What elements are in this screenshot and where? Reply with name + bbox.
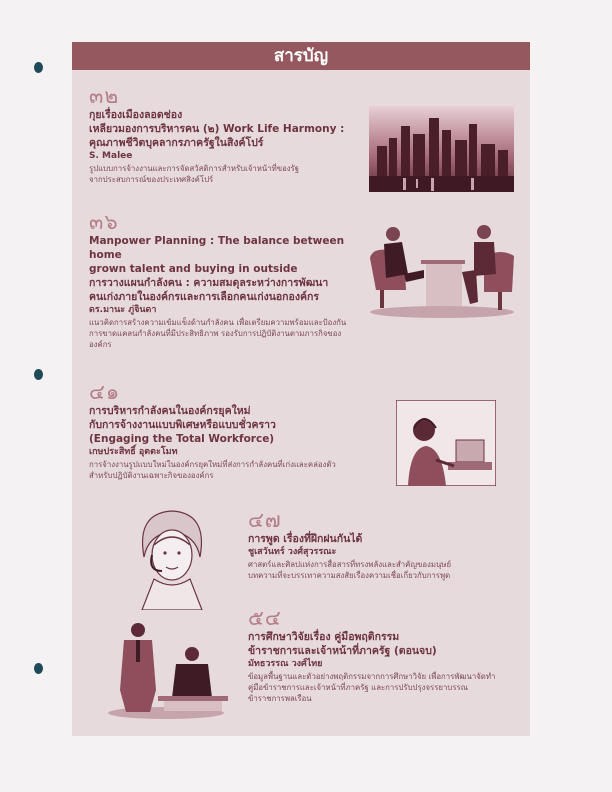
article-title-line: คุณภาพชีวิตบุคลากรภาครัฐในสิงค์โปร์ xyxy=(89,137,264,149)
article-author: S. Malee xyxy=(89,151,133,161)
article-title-line: การบริหารกำลังคนในองค์กรยุคใหม่ xyxy=(89,405,251,417)
city-skyline-image xyxy=(369,106,514,192)
contents-banner: สารบัญ xyxy=(72,42,530,70)
article-entry-47[interactable] xyxy=(248,508,523,581)
article-description-line: รูปแบบการจ้างงานและการจัดสวัสดิการสำหรับเจ้าหน้าที่ของรัฐ xyxy=(89,164,300,173)
business-meeting-image xyxy=(366,220,518,320)
article-title-line: กับการจ้างงานแบบพิเศษหรือแบบชั่วคราว xyxy=(89,419,276,431)
article-title-line: การวางแผนกำลังคน : ความสมดุลระหว่างการพัฒนา xyxy=(89,277,329,289)
article-description-line: องค์กร xyxy=(89,340,112,349)
article-title-line: เหลียวมองการบริหารคน (๒) Work Life Harmony : xyxy=(89,123,345,135)
article-entry-41[interactable] xyxy=(89,380,374,481)
binder-hole-bottom xyxy=(34,663,43,674)
article-title-line: กุยเรื่องเมืองลอดช่อง xyxy=(89,109,183,121)
article-number: ๓๒ xyxy=(89,84,120,108)
article-description-line: จากประสบการณ์ของประเทศสิงค์โปร์ xyxy=(89,175,214,184)
article-title-line: การศึกษาวิจัยเรื่อง คู่มือพฤติกรรม xyxy=(248,631,400,643)
article-description-line: ข้อมูลพื้นฐานและตัวอย่างพฤติกรรมจากการศึกษาวิจัย เพื่อการพัฒนาจัดทำ xyxy=(248,672,496,681)
article-number: ๕๔ xyxy=(248,606,282,630)
headset-speaker-image xyxy=(132,505,212,610)
two-businessmen-image xyxy=(104,620,234,720)
article-description-line: สำหรับปฏิบัติงานเฉพาะกิจขององค์กร xyxy=(89,471,214,480)
article-author: ชูเสวันทร์ วงศ์สุวรรณะ xyxy=(248,547,337,557)
article-number: ๔๑ xyxy=(89,380,121,404)
article-description-line: บทความที่จะบรรเทาความสงสัยเรื่องความเชื่อเกี่ยวกับการพูด xyxy=(248,571,451,580)
article-entry-54[interactable] xyxy=(248,606,528,704)
article-author: เกษประสิทธิ์ อุตตะโมท xyxy=(89,447,178,457)
article-entry-36[interactable] xyxy=(89,210,364,350)
article-description-line: ศาสตร์และศิลปแห่งการสื่อสารที่ทรงพลังและสำคัญของมนุษย์ xyxy=(248,560,452,569)
call-center-worker-image xyxy=(396,400,496,486)
article-title-line: ข้าราชการและเจ้าหน้าที่ภาครัฐ (ตอนจบ) xyxy=(248,645,437,657)
article-description-line: ข้าราชการพลเรือน xyxy=(248,694,312,703)
binder-hole-top xyxy=(34,62,43,73)
article-title-line: การพูด เรื่องที่ฝึกฝนกันได้ xyxy=(248,533,363,545)
article-author: ดร.มานะ ภู่จินดา xyxy=(89,305,157,315)
article-title-line: (Engaging the Total Workforce) xyxy=(89,433,275,445)
article-description-line: การจ้างงานรูปแบบใหม่ในองค์กรยุคใหม่ที่ส่งการกำลังคนที่เก่งและคล่องตัว xyxy=(89,460,336,469)
article-title-line: Manpower Planning : The balance between home xyxy=(89,235,345,261)
article-entry-32[interactable] xyxy=(89,84,359,185)
article-description-line: แนวคิดการสร้างความเข้มแข็งด้านกำลังคน เพื่อเตรียมความพร้อมและป้องกัน xyxy=(89,318,347,327)
article-number: ๓๖ xyxy=(89,210,119,234)
article-description-line: การขาดแคลนกำลังคนที่มีประสิทธิภาพ รองรับการปฏิบัติงานตามภารกิจของ xyxy=(89,329,342,338)
article-number: ๔๗ xyxy=(248,508,282,532)
article-description-line: คู่มือข้าราชการและเจ้าหน้าที่ภาครัฐ และการปรับปรุงจรรยาบรรณ xyxy=(248,683,468,692)
binder-hole-middle xyxy=(34,369,43,380)
article-title-line: คนเก่งภายในองค์กรและการเลือกคนเก่งนอกองค์กร xyxy=(89,291,319,303)
article-author: มัทธวรรณ วงศ์ไทย xyxy=(248,659,323,669)
article-title-line: grown talent and buying in outside xyxy=(89,263,298,275)
